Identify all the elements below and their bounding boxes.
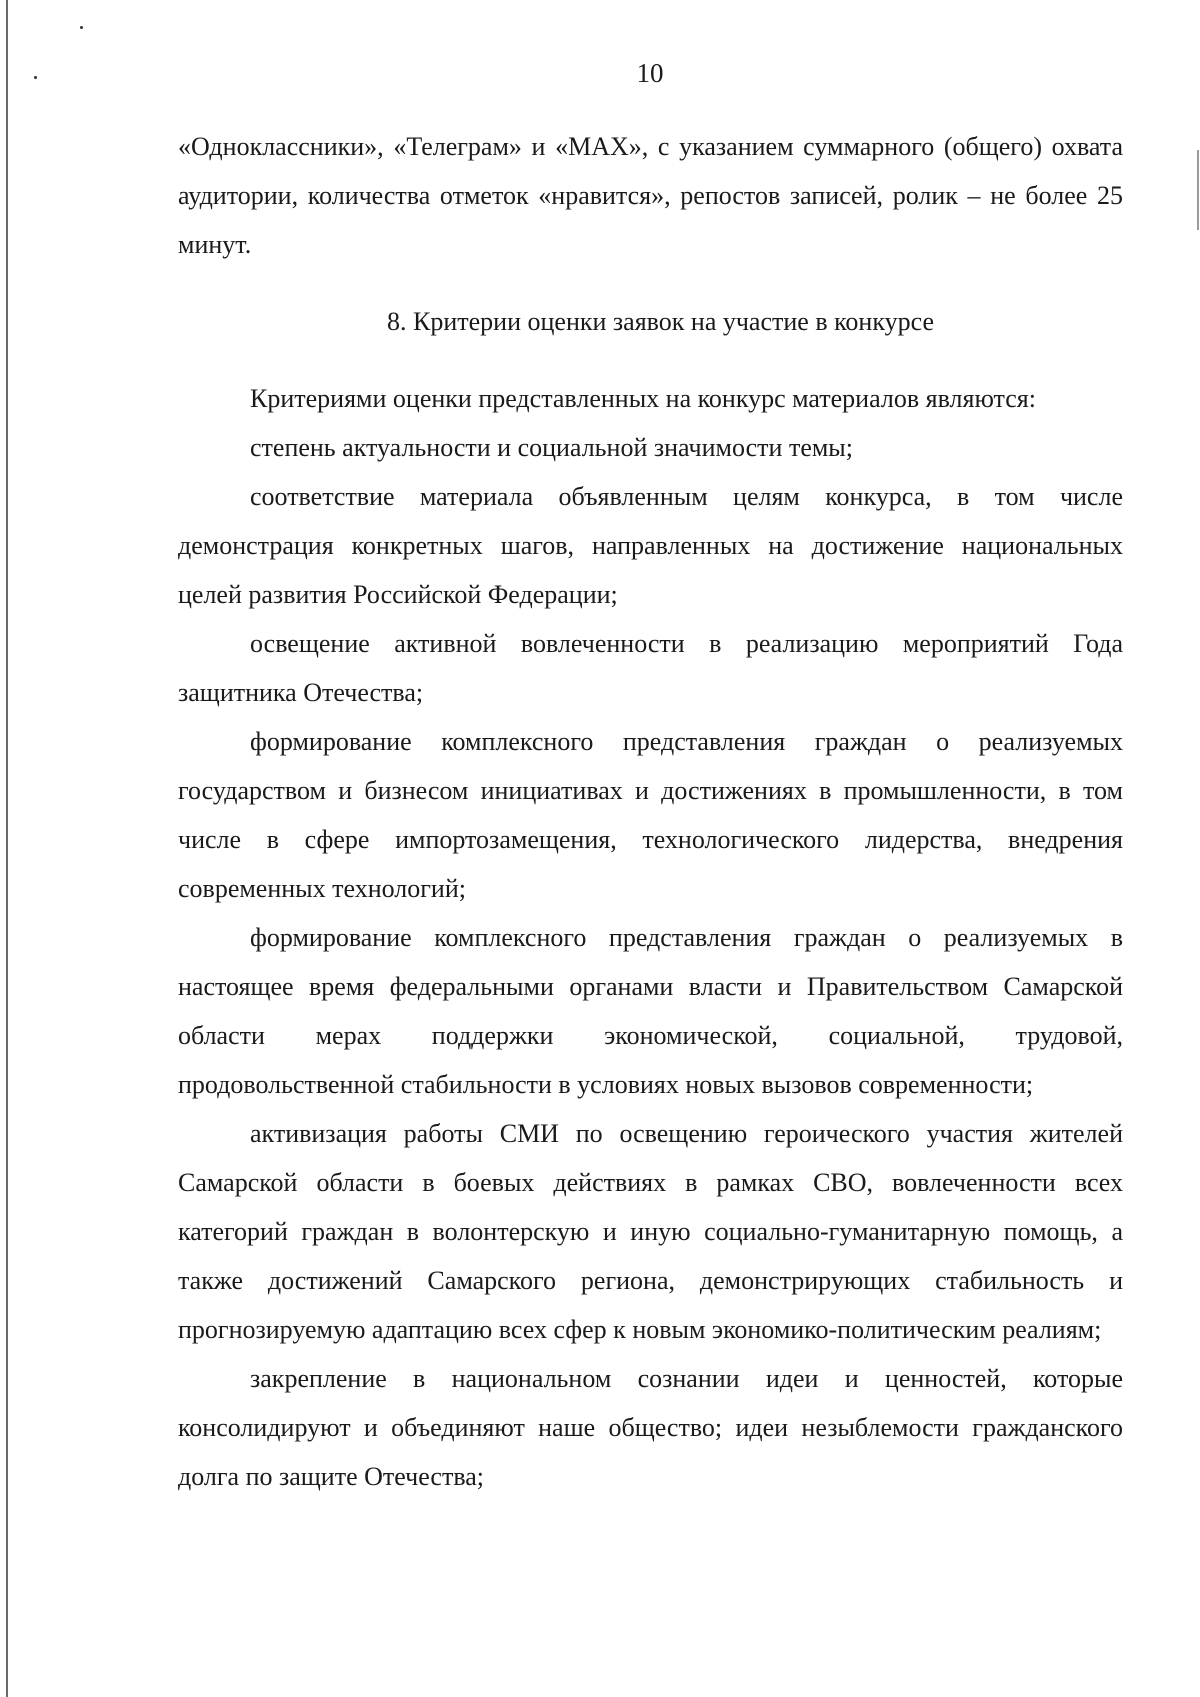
paragraph: формирование комплексного представления граждан о реализуемых государством и бизнесом инициативах и достижениях в промышленности, в том числе в сфере импортозамещения, технологического лидерства, внедрения современных технологий;	[178, 727, 1123, 903]
scan-speck	[80, 26, 83, 29]
paragraph: соответствие материала объявленным целям конкурса, в том числе демонстрация конкретных шагов, направленных на достижение национальных целей развития Российской Федерации;	[178, 482, 1123, 609]
paragraph: закрепление в национальном сознании идеи и ценностей, которые консолидируют и объединяют наше общество; идеи незыблемости гражданского долга по защите Отечества;	[178, 1364, 1123, 1491]
paragraph: освещение активной вовлеченности в реализацию мероприятий Года защитника Отечества;	[178, 629, 1123, 707]
page-number: 10	[636, 58, 664, 88]
paragraph: Критериями оценки представленных на конкурс материалов являются:	[250, 384, 1036, 413]
paragraph-continuation: «Одноклассники», «Телеграм» и «MAX», с указанием суммарного (общего) охвата аудитории, количества отметок «нравится», репостов записей, ролик – не более 25 минут.	[178, 132, 1123, 259]
scan-edge-right	[1197, 150, 1199, 230]
section-heading: 8. Критерии оценки заявок на участие в конкурсе	[387, 307, 934, 336]
scan-edge-left	[6, 0, 8, 1697]
document-body	[178, 122, 1123, 1501]
paragraph: активизация работы СМИ по освещению героического участия жителей Самарской области в боевых действиях в рамках СВО, вовлеченности всех категорий граждан в волонтерскую и иную социально-гуманитарную помощь, а также достижений Самарского региона, демонстрирующих стабильность и прогнозируемую адаптацию всех сфер к новым экономико-политическим реалиям;	[178, 1119, 1123, 1344]
paragraph: формирование комплексного представления граждан о реализуемых в настоящее время федеральными органами власти и Правительством Самарской области мерах поддержки экономической, социальной, трудовой, продовольственной стабильности в условиях новых вызовов современности;	[178, 923, 1123, 1099]
paragraph: степень актуальности и социальной значимости темы;	[250, 433, 854, 462]
